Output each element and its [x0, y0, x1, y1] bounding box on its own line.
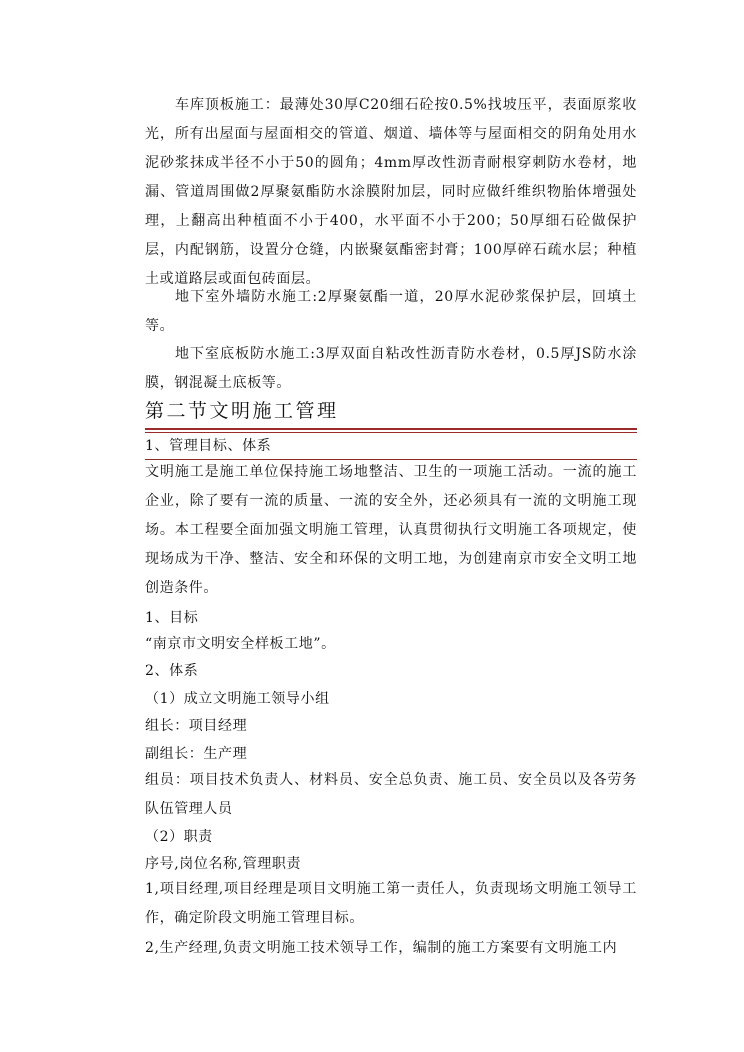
duty-heading: （2）职责	[145, 829, 213, 845]
section-subtitle: 1、管理目标、体系	[145, 438, 272, 454]
deputy-line: 副组长：生产理	[145, 746, 248, 762]
paragraph-basement-floor: 地下室底板防水施工:3厚双面自粘改性沥青防水卷材，0.5厚JS防水涂膜，钢混凝土底板等。	[145, 346, 637, 391]
section-divider	[145, 428, 637, 433]
section-title: 第二节文明施工管理	[145, 400, 339, 422]
paragraph-intro: 文明施工是施工单位保持施工场地整洁、卫生的一项施工活动。一流的施工企业，除了要有一流的质量、一流的安全外，还必须具有一流的文明施工现场。本工程要全面加强文明施工管理，认真贯彻执行文明施工各项规定，使现场成为干净、整洁、安全和环保的文明工地，为创建南京市安全文明工地创造条件。	[145, 464, 637, 596]
paragraph-basement-wall: 地下室外墙防水施工:2厚聚氨酯一道，20厚水泥砂浆保护层，回填土等。	[145, 289, 637, 334]
duty-row-2: 2,生产经理,负责文明施工技术领导工作，编制的施工方案要有文明施工内	[145, 940, 618, 956]
paragraph-garage-roof: 车库顶板施工：最薄处30厚C20细石砼按0.5%找坡压平，表面原浆收光，所有出屋面与屋面相交的管道、烟道、墙体等与屋面相交的阴角处用水泥砂浆抹成半径不小于50的圆角；4mm厚改性沥青耐根穿刺防水卷材，地漏、管道周围做2厚聚氨酯防水涂膜附加层，同时应做纤维织物胎体增强处理，上翻高出种植面不小于400，水平面不小于200；50厚细石砼做保护层，内配钢筋，设置分仓缝，内嵌聚氨酯密封膏；100厚碎石疏水层；种植土或道路层或面包砖面层。	[145, 97, 637, 287]
system-heading: 2、体系	[145, 663, 199, 679]
members-paragraph: 组员：项目技术负责人、材料员、安全总负责、施工员、安全员以及各劳务队伍管理人员	[145, 772, 637, 817]
group-heading: （1）成立文明施工领导小组	[145, 691, 330, 707]
duty-row-1: 1,项目经理,项目经理是项目文明施工第一责任人，负责现场文明施工领导工作，确定阶段文明施工管理目标。	[145, 881, 637, 926]
goal-text: “南京市文明安全样板工地”。	[145, 636, 336, 652]
leader-line: 组长：项目经理	[145, 718, 248, 734]
goal-heading: 1、目标	[145, 610, 199, 626]
duty-table-header: 序号,岗位名称,管理职责	[145, 856, 302, 872]
